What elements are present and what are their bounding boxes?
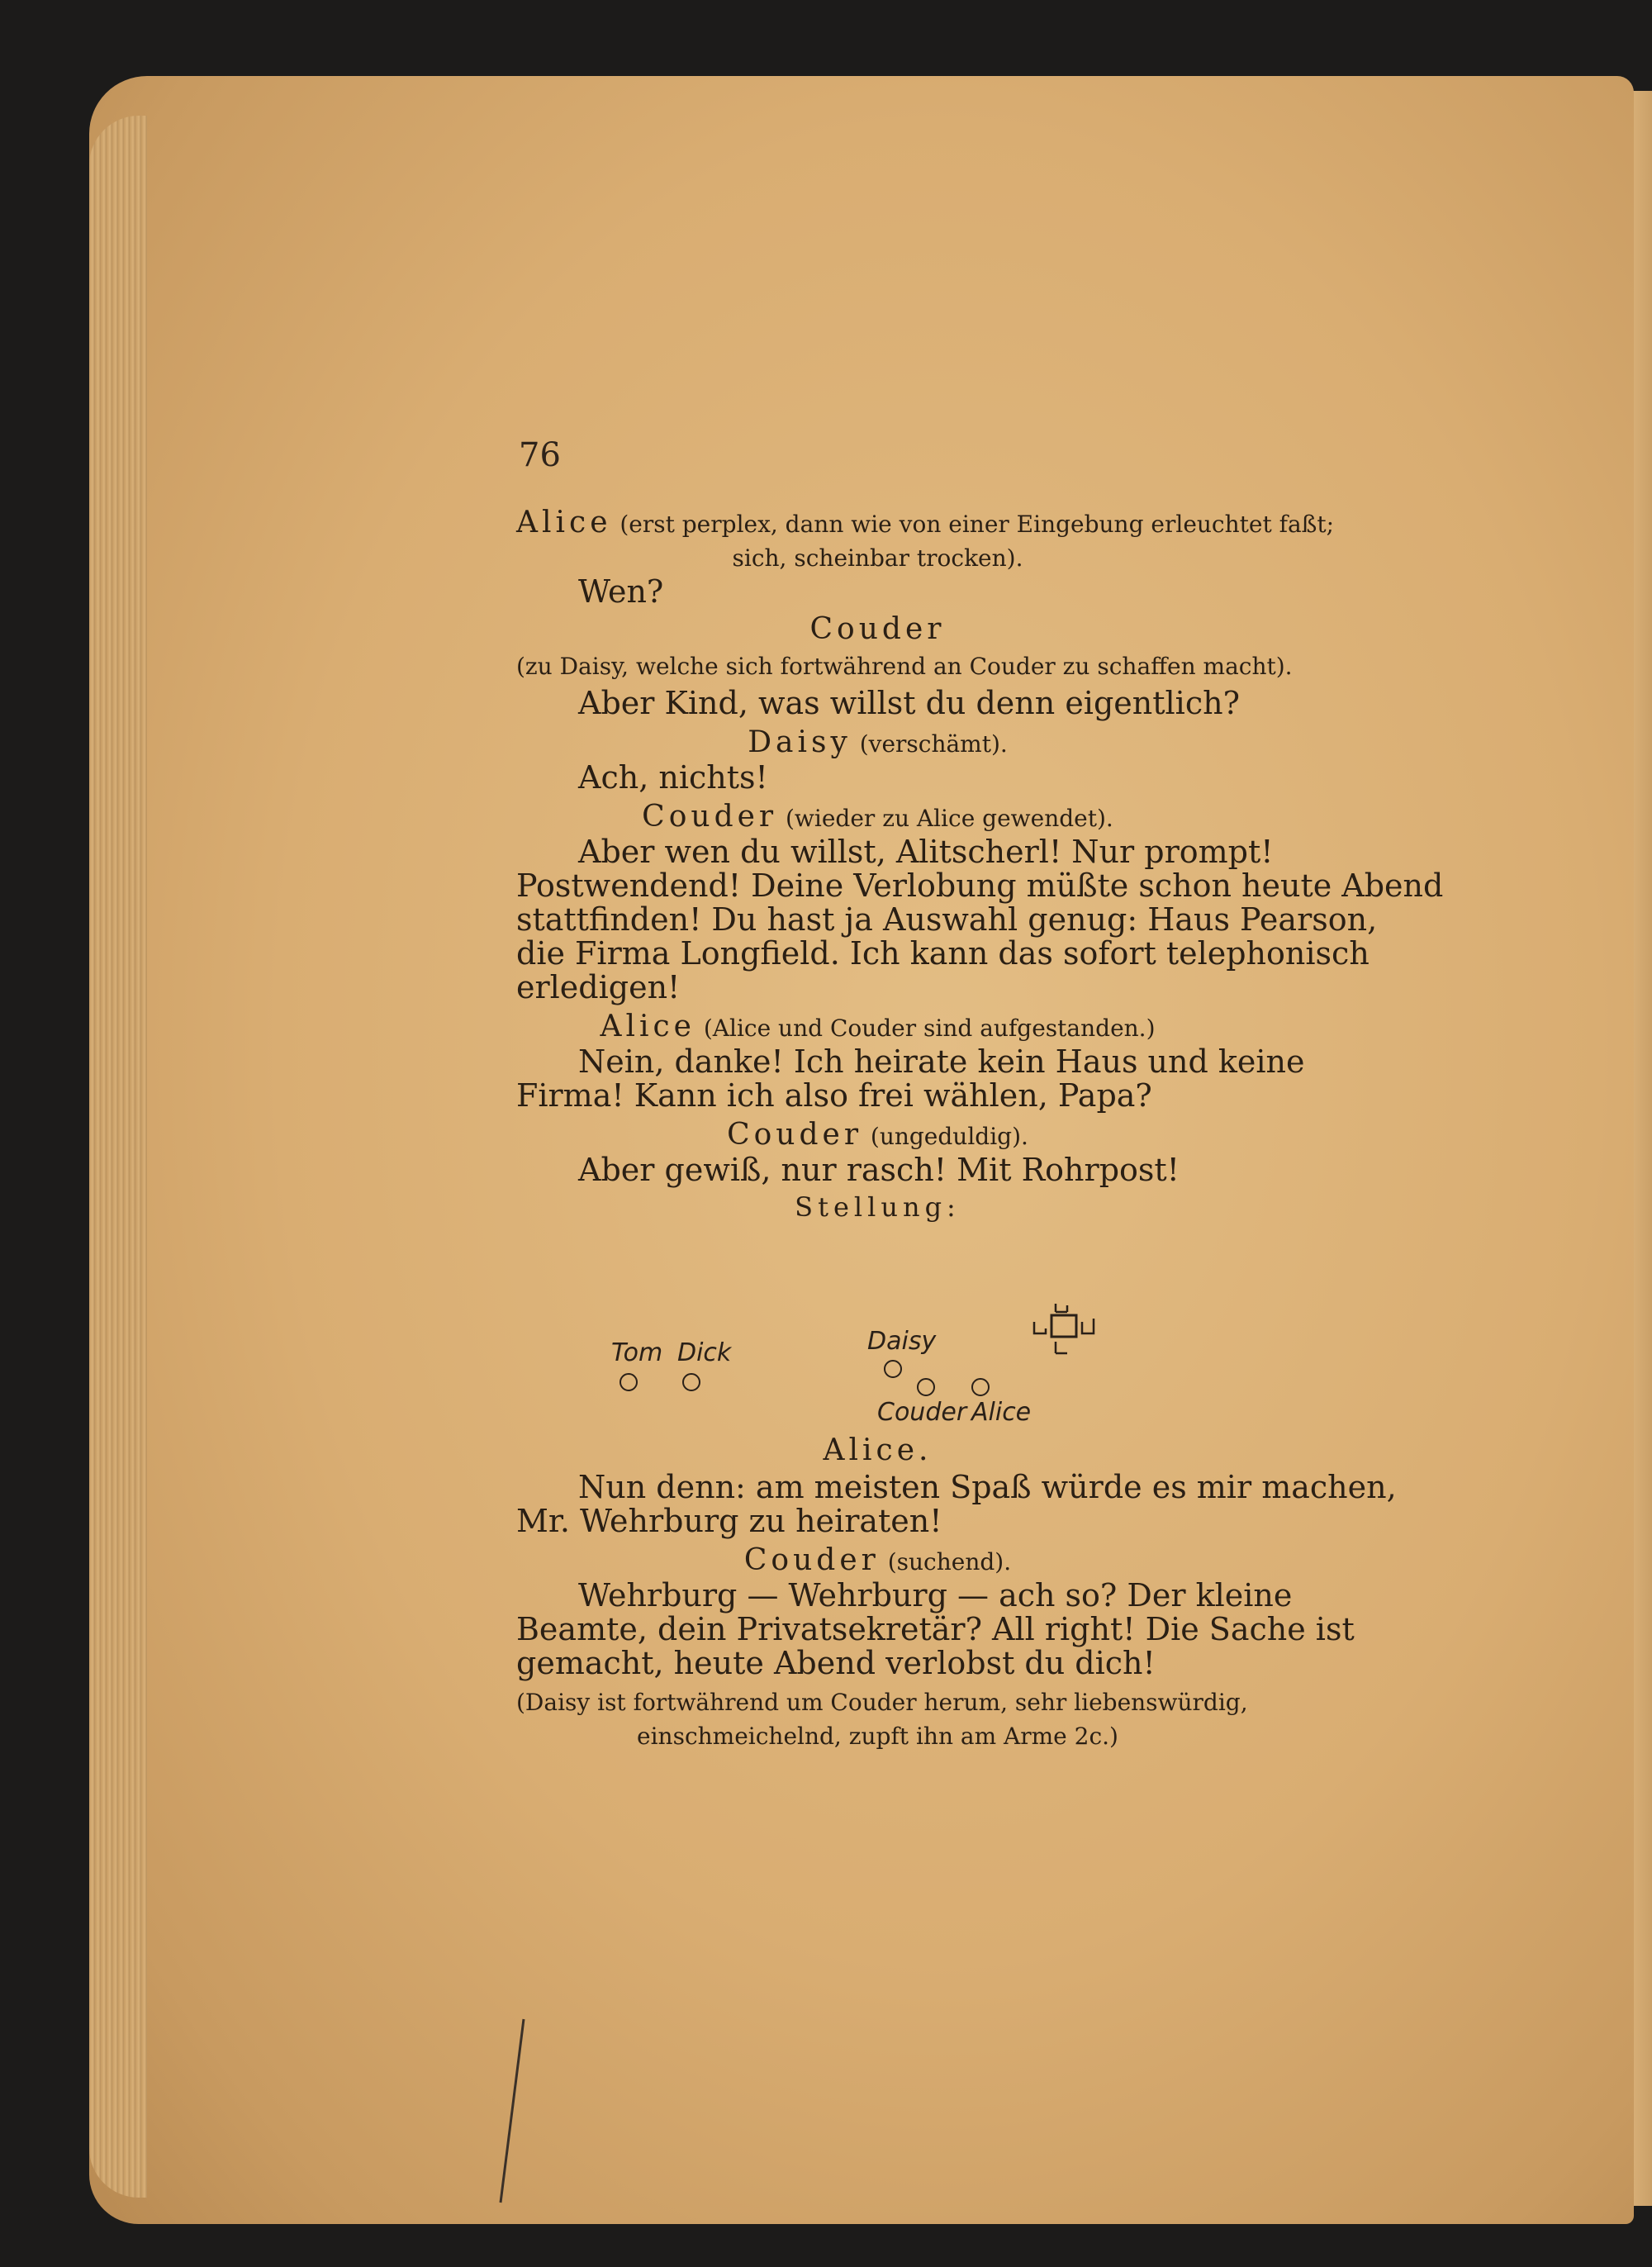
pencil-mark xyxy=(496,2016,529,2206)
stage-direction: (zu Daisy, welche sich fortwährend an Couder zu schaffen macht). xyxy=(516,653,1293,680)
dialogue-line: Wehrburg — Wehrburg — ach so? Der kleine xyxy=(578,1577,1293,1614)
dialogue-line: Aber wen du willst, Alitscherl! Nur prompt! xyxy=(578,834,1274,870)
speaker-name: Couder xyxy=(642,800,778,834)
speaker-name: Alice xyxy=(516,506,612,539)
stellung-heading: Stellung: xyxy=(795,1191,961,1223)
stage-direction: (Daisy ist fortwährend um Couder herum, sehr liebenswürdig, xyxy=(516,1689,1248,1716)
dialogue-line: Firma! Kann ich also frei wählen, Papa? xyxy=(516,1077,1152,1114)
alice-label: Alice xyxy=(971,1398,1032,1427)
dialogue-line: stattfinden! Du hast ja Auswahl genug: Haus Pearson, xyxy=(516,901,1378,938)
dialogue-line: Nein, danke! Ich heirate kein Haus und keine xyxy=(578,1043,1305,1080)
speaker-name: Alice xyxy=(600,1010,695,1043)
dick-marker xyxy=(682,1373,700,1391)
speaker-name: Daisy xyxy=(748,725,852,759)
speaker-name: Couder xyxy=(727,1118,863,1152)
dialogue-line: gemacht, heute Abend verlobst du dich! xyxy=(516,1645,1156,1681)
line xyxy=(516,725,1239,761)
dialogue-line: Aber gewiß, nur rasch! Mit Rohrpost! xyxy=(578,1152,1180,1188)
alice-marker xyxy=(971,1378,990,1396)
tom-marker xyxy=(620,1373,638,1391)
couder-label: Couder xyxy=(877,1398,967,1427)
stage-direction: (ungeduldig). xyxy=(870,1123,1028,1150)
stage-position-diagram xyxy=(578,1281,1156,1429)
dialogue-line: Ach, nichts! xyxy=(578,759,768,796)
line xyxy=(516,1543,1239,1579)
page-edges xyxy=(89,116,147,2198)
line xyxy=(516,1118,1239,1153)
text-block xyxy=(516,506,1444,1224)
tom-label: Tom xyxy=(611,1338,663,1367)
stage-direction: (verschämt). xyxy=(859,730,1008,758)
speaker-name: Alice. xyxy=(823,1433,933,1467)
page-number: 76 xyxy=(519,436,561,474)
dialogue-line: die Firma Longfield. Ich kann das sofort telephonisch xyxy=(516,935,1370,972)
line xyxy=(516,800,1239,835)
stage-direction: sich, scheinbar trocken). xyxy=(732,544,1023,572)
couder-marker xyxy=(917,1378,935,1396)
table-chairs-icon xyxy=(1016,1281,1107,1371)
stage-direction: (Alice und Couder sind aufgestanden.) xyxy=(703,1015,1156,1042)
text-block-2 xyxy=(516,1433,1397,1753)
stage-direction: (suchend). xyxy=(887,1548,1012,1575)
dialogue-line: Mr. Wehrburg zu heiraten! xyxy=(516,1503,942,1539)
line xyxy=(516,506,1335,541)
dick-label: Dick xyxy=(677,1338,732,1367)
dialogue-line: Aber Kind, was willst du denn eigentlich? xyxy=(578,685,1240,721)
daisy-label: Daisy xyxy=(867,1327,937,1356)
dialogue-line: Beamte, dein Privatsekretär? All right! Die Sache ist xyxy=(516,1611,1355,1647)
dialogue-line: erledigen! xyxy=(516,969,681,1005)
dialogue-line: Nun denn: am meisten Spaß würde es mir machen, xyxy=(578,1469,1397,1505)
stage-direction: einschmeichelnd, zupft ihn am Arme 2c.) xyxy=(637,1723,1118,1750)
stage-direction: (erst perplex, dann wie von einer Eingebung erleuchtet faßt; xyxy=(620,511,1335,538)
stage-direction: (wieder zu Alice gewendet). xyxy=(786,805,1113,832)
line xyxy=(516,1010,1239,1045)
speaker-name: Couder xyxy=(743,1543,880,1577)
dialogue-line: Postwendend! Deine Verlobung müßte schon heute Abend xyxy=(516,867,1444,904)
daisy-marker xyxy=(884,1360,902,1378)
speaker-name: Couder xyxy=(809,612,946,646)
dialogue-line: Wen? xyxy=(578,573,664,610)
